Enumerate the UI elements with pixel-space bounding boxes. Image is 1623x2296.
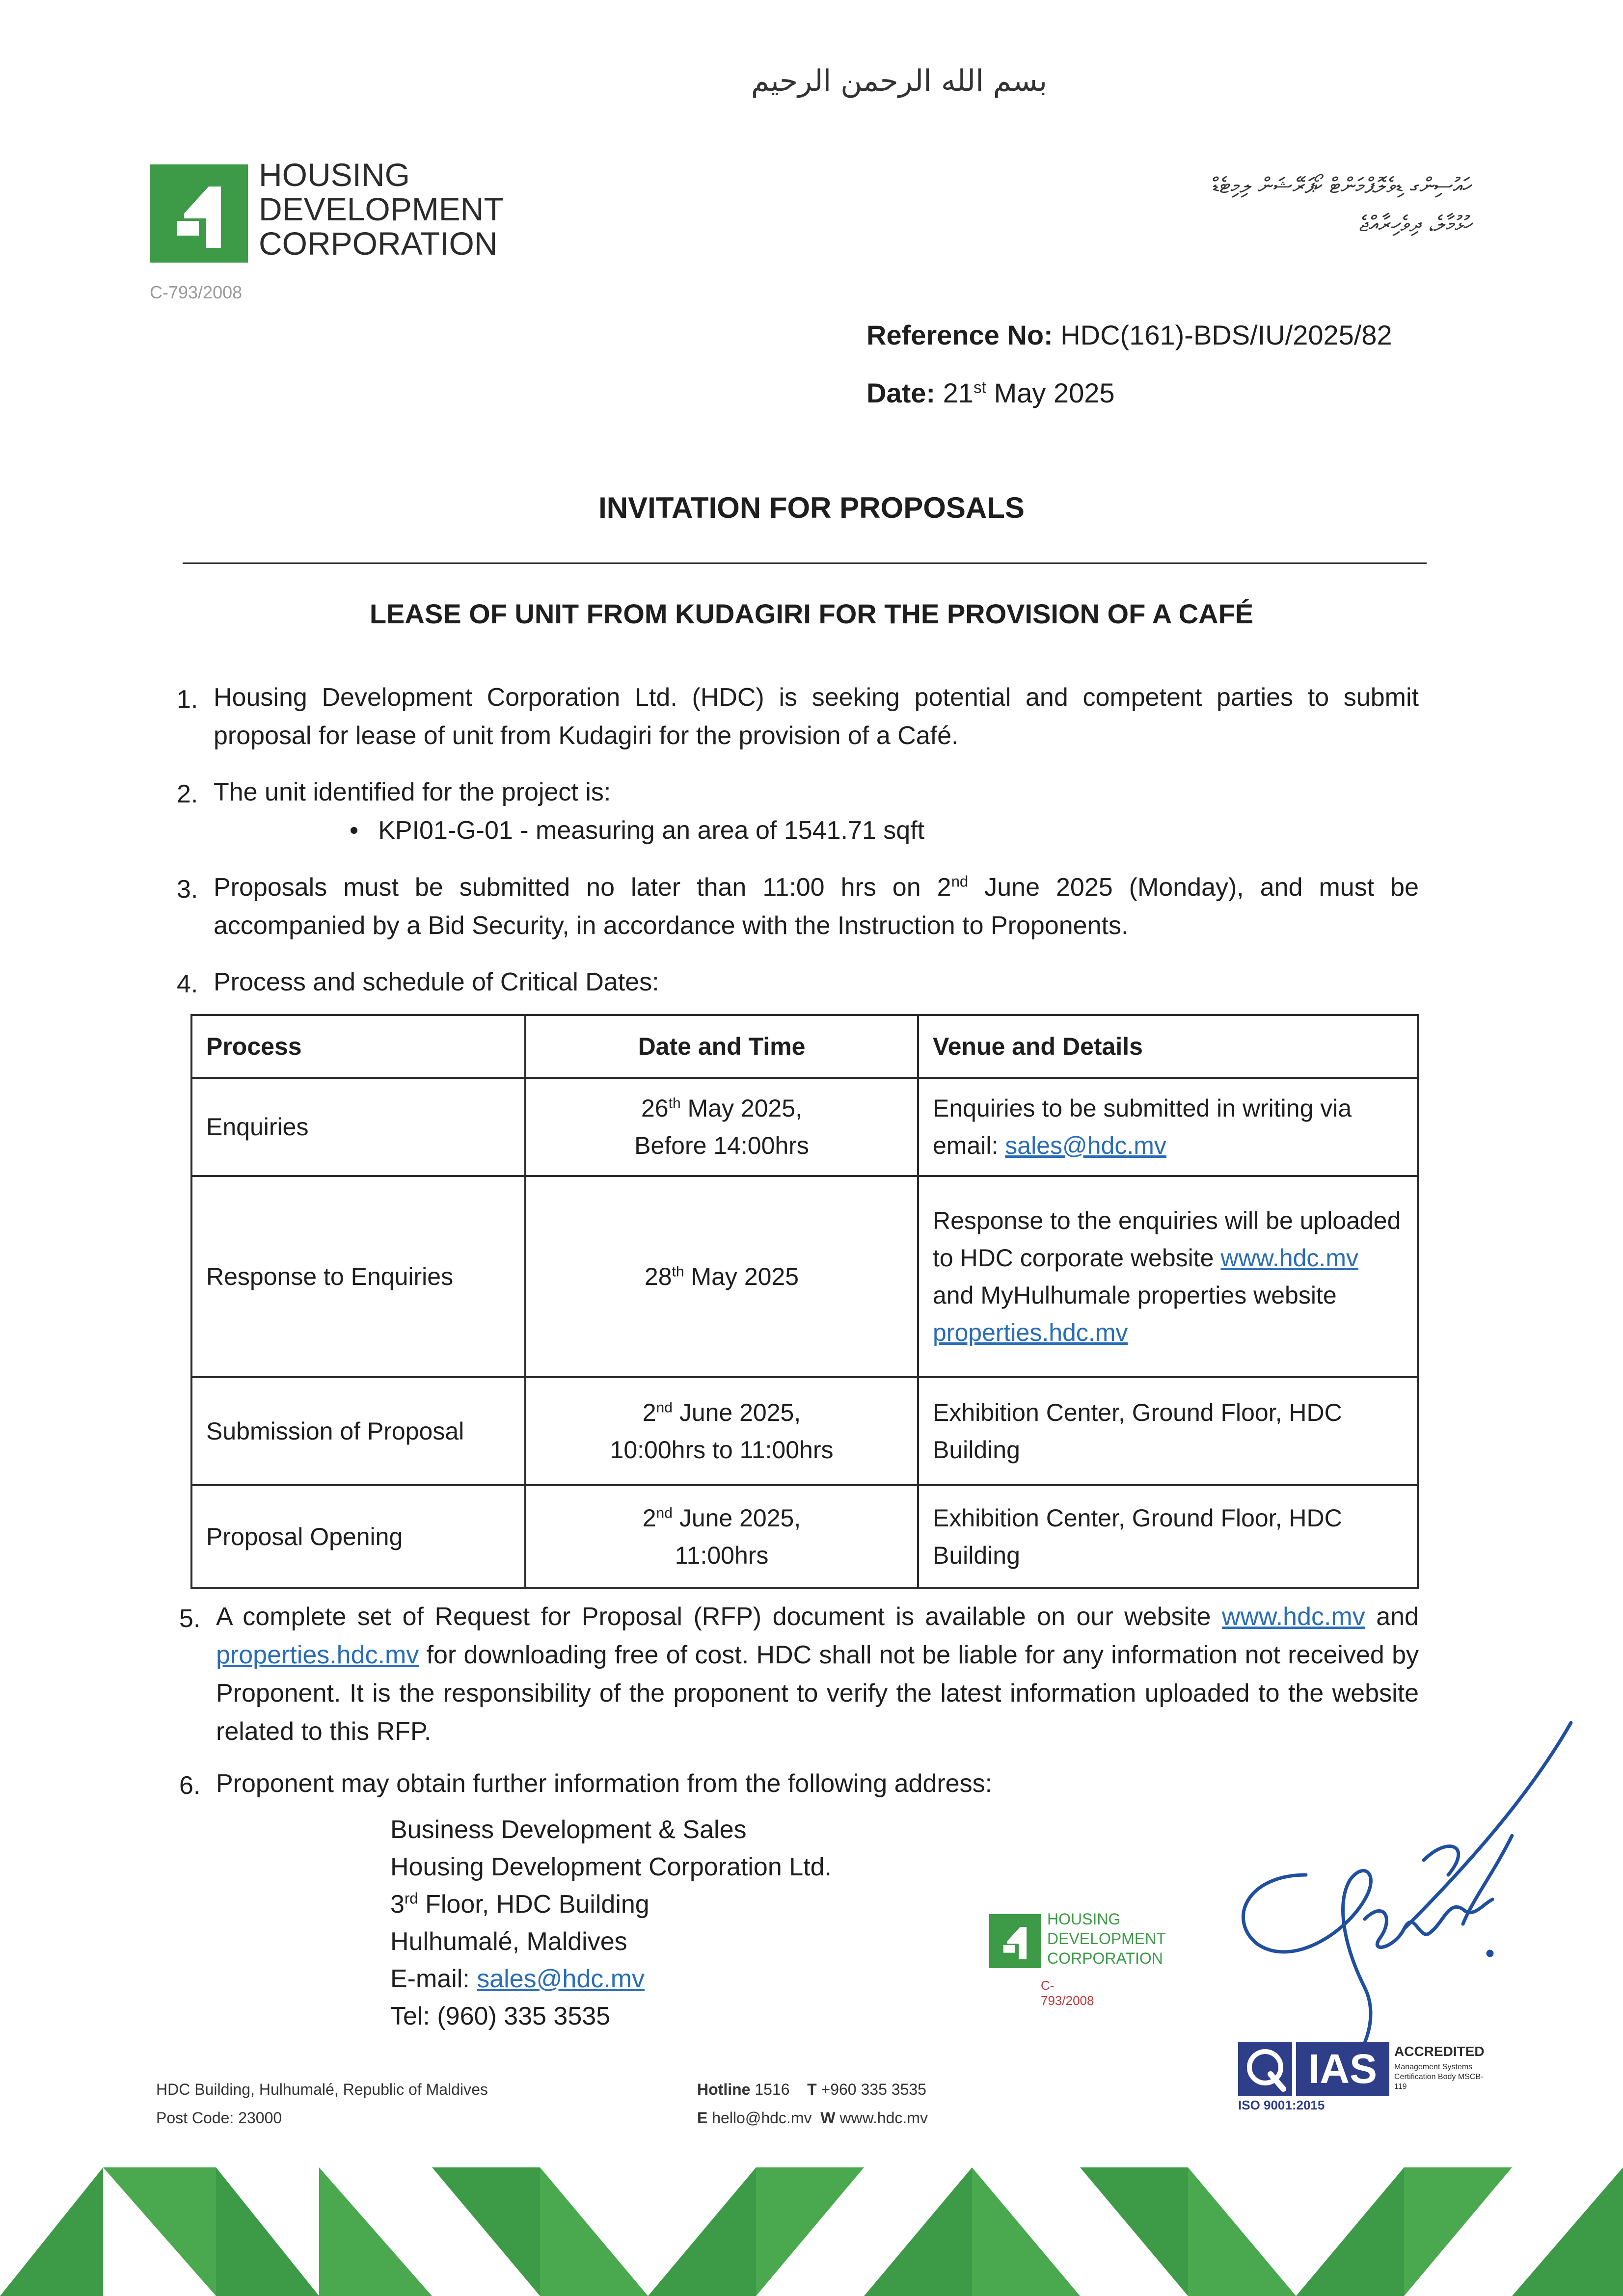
accredited-label: ACCREDITED <box>1394 2044 1485 2059</box>
properties-website-link[interactable]: properties.hdc.mv <box>216 1641 419 1669</box>
stamp-company-name: HOUSING DEVELOPMENT CORPORATION <box>1047 1910 1166 1967</box>
accredited-sub-label: Management Systems Certification Body MSCB-119 <box>1394 2063 1484 2091</box>
contact-address: Business Development & Sales Housing Development Corporation Ltd. 3rd Floor, HDC Building Hulhumalé, Maldives E-mail: sales@hdc.mv Tel: (960) 335 3535 <box>390 1815 832 2030</box>
item-3-text: Proposals must be submitted no later than 11:00 hrs on 2nd June 2025 (Monday), and must be accompanied by a Bid Security, in accordance with the Instruction to Proponents. <box>214 873 1419 940</box>
row-process: Submission of Proposal <box>191 1377 525 1485</box>
item-4-text: Process and schedule of Critical Dates: <box>214 968 659 996</box>
item-2-number: 2. <box>177 780 198 808</box>
item-6-number: 6. <box>179 1771 201 1800</box>
header-venue: Venue and Details <box>918 1015 1418 1078</box>
table-header-row <box>191 1015 1418 1078</box>
handwritten-signature <box>1217 1713 1591 2088</box>
header-date-time: Date and Time <box>525 1015 918 1078</box>
certification-q-icon <box>1238 2042 1292 2096</box>
row-date: 28th May 2025 <box>525 1176 918 1377</box>
item-4-number: 4. <box>177 970 198 998</box>
item-1-text: Housing Development Corporation Ltd. (HDC) is seeking potential and competent parties to submit proposal for lease of unit from Kudagiri for the provision of a Café. <box>214 683 1419 750</box>
item-3-number: 3. <box>177 875 198 904</box>
reference-number: Reference No: HDC(161)-BDS/IU/2025/82 <box>866 320 1392 350</box>
document-title: INVITATION FOR PROPOSALS <box>598 491 1025 524</box>
critical-dates-table <box>190 1014 1419 1589</box>
item-2-bullet: • KPI01-G-01 - measuring an area of 1541.71 sqft <box>350 816 925 845</box>
table-row <box>191 1485 1418 1588</box>
table-row <box>191 1377 1418 1485</box>
footer-contacts: Hotline 1516 T +960 335 3535 E hello@hdc.mv W www.hdc.mv <box>697 2081 928 2127</box>
stamp-logo-mark <box>989 1914 1041 1968</box>
iso-standard: ISO 9001:2015 <box>1238 2098 1325 2112</box>
contact-email-link[interactable]: sales@hdc.mv <box>477 1965 645 1993</box>
properties-website-link[interactable]: properties.hdc.mv <box>933 1319 1128 1346</box>
row-venue: Exhibition Center, Ground Floor, HDC Building <box>918 1377 1418 1485</box>
ias-logo: IAS <box>1296 2042 1389 2096</box>
item-5-text: A complete set of Request for Proposal (RFP) document is available on our website www.hdc.mv and properties.hdc.mv for downloading free of cost. HDC shall not be liable for any information not received by Proponent. It is the responsibility of the proponent to verify the latest information uploaded to the website related to this RFP. <box>216 1602 1419 1746</box>
row-date: 26th May 2025, Before 14:00hrs <box>525 1078 918 1176</box>
footer-address: HDC Building, Hulhumalé, Republic of Maldives Post Code: 23000 <box>156 2081 488 2127</box>
iso-certification-badge <box>1238 2042 1493 2110</box>
company-name: HOUSING DEVELOPMENT CORPORATION <box>259 157 504 262</box>
letter-date: Date: 21st May 2025 <box>866 377 1115 408</box>
document-subtitle: LEASE OF UNIT FROM KUDAGIRI FOR THE PROVISION OF A CAFÉ <box>369 598 1254 629</box>
hdc-website-link[interactable]: www.hdc.mv <box>1221 1602 1365 1631</box>
table-row <box>191 1078 1418 1176</box>
hdc-logo-glyph-icon <box>150 164 248 263</box>
hdc-website-link[interactable]: www.hdc.mv <box>1220 1244 1358 1272</box>
row-process: Response to Enquiries <box>191 1176 525 1377</box>
footer-triangle-pattern <box>0 2167 1623 2296</box>
bismillah-calligraphy: بسم الله الرحمن الرحيم <box>751 64 1048 98</box>
header-process: Process <box>191 1015 525 1078</box>
hdc-logo-mark <box>150 164 248 263</box>
enquiry-email-link[interactable]: sales@hdc.mv <box>1005 1132 1166 1159</box>
row-date: 2nd June 2025, 10:00hrs to 11:00hrs <box>525 1377 918 1485</box>
item-1-number: 1. <box>177 685 198 714</box>
title-divider <box>183 562 1427 564</box>
row-venue: Exhibition Center, Ground Floor, HDC Building <box>918 1485 1418 1588</box>
table-row <box>191 1176 1418 1377</box>
row-process: Proposal Opening <box>191 1485 525 1588</box>
hdc-logo-glyph-icon <box>989 1914 1041 1968</box>
dhivehi-header: ހައުސިންގ ޑިވެލޮޕްމަންޓް ކޯޕަރޭޝަން ލިމިޓެޑް ހުޅުމާލެ، ދިވެހިރާއްޖެ <box>1212 173 1473 237</box>
row-venue: Enquiries to be submitted in writing via email: sales@hdc.mv <box>918 1078 1418 1176</box>
registration-number: C-793/2008 <box>150 282 243 302</box>
row-venue: Response to the enquiries will be uploaded to HDC corporate website www.hdc.mv and MyHulhumale properties website properties.hdc.mv <box>918 1176 1418 1377</box>
row-date: 2nd June 2025, 11:00hrs <box>525 1485 918 1588</box>
row-process: Enquiries <box>191 1078 525 1176</box>
item-5-number: 5. <box>179 1604 201 1633</box>
stamp-registration: C-793/2008 <box>1041 1978 1094 2008</box>
item-2-text: The unit identified for the project is: <box>214 778 611 806</box>
item-6-text: Proponent may obtain further information from the following address: <box>216 1769 993 1798</box>
